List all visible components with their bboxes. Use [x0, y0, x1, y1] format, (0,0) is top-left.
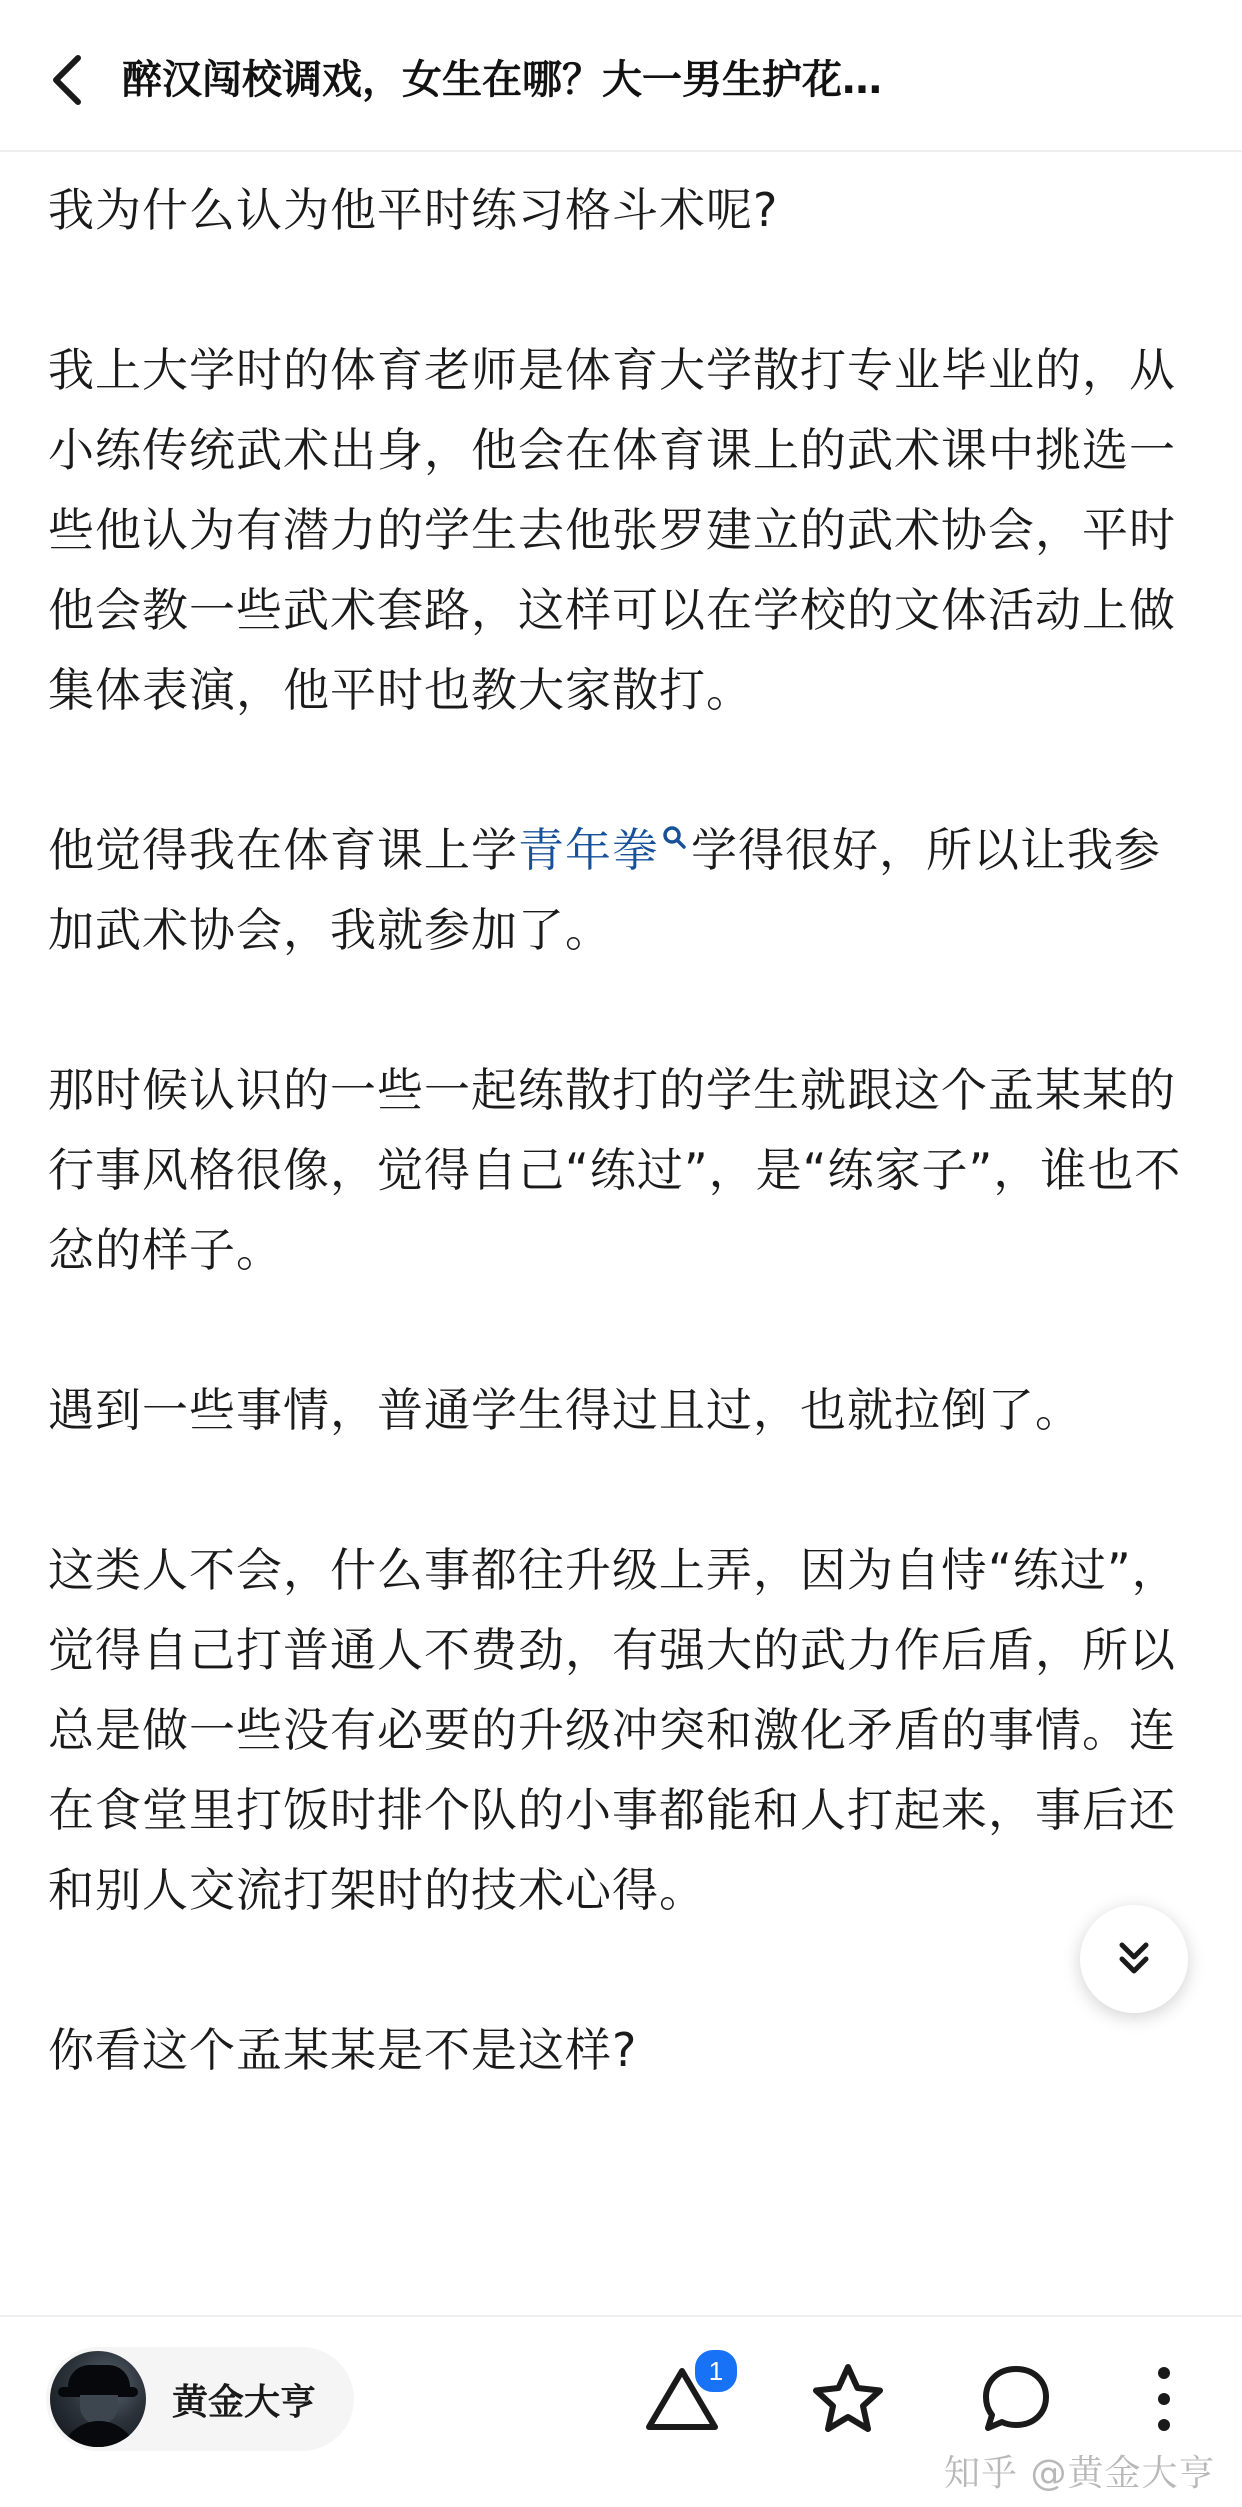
scroll-down-button[interactable] — [1080, 1905, 1188, 2013]
star-icon — [809, 2361, 887, 2437]
paragraph-5: 遇到一些事情，普通学生得过且过，也就拉倒了。 — [48, 1383, 1082, 1437]
more-button[interactable] — [1122, 2357, 1206, 2441]
bottom-action-bar — [0, 2315, 1242, 2507]
author-chip[interactable] — [46, 2347, 354, 2451]
search-icon[interactable] — [661, 824, 687, 850]
page-title[interactable]: 醉汉闯校调戏，女生在哪？大一男生护花… — [122, 57, 882, 103]
paragraph-6: 这类人不会，什么事都往升级上弄，因为自恃“练过”，觉得自己打普通人不费劲，有强大的武力作后盾，所以总是做一些没有必要的升级冲突和激化矛盾的事情。连在食堂里打饭时排个队的小事都能和人打起来，事后还和别人交流打架时的技术心得。 — [48, 1543, 1179, 1917]
paragraph-2: 我上大学时的体育老师是体育大学散打专业毕业的，从小练传统武术出身，他会在体育课上的武术课中挑选一些他认为有潜力的学生去他张罗建立的武术协会，平时他会教一些武术套路，这样可以在学校的文体活动上做集体表演，他平时也教大家散打。 — [48, 343, 1176, 717]
double-chevron-down-icon — [1112, 1937, 1156, 1981]
paragraph-3 — [48, 810, 1198, 970]
back-button[interactable] — [40, 45, 96, 115]
paragraph-1: 我为什么认为他平时练习格斗术呢? — [48, 183, 779, 237]
article-body — [48, 170, 1198, 2170]
paragraph-3-text-after: 学得很好，所以让我参加武术协会，我就参加了。 — [48, 823, 1161, 957]
paragraph-3-text-before: 他觉得我在体育课上学 — [48, 823, 518, 877]
keyword-link[interactable]: 青年拳 — [518, 823, 659, 877]
favorite-button[interactable] — [806, 2357, 890, 2441]
paragraph-4: 那时候认识的一些一起练散打的学生就跟这个孟某某的行事风格很像，觉得自己“练过”，是“练家子”，谁也不忿的样子。 — [48, 1063, 1182, 1277]
watermark-text: 知乎 @黄金大亨 — [944, 2453, 1216, 2494]
paragraph-7: 你看这个孟某某是不是这样? — [48, 2023, 638, 2077]
author-name: 黄金大亨 — [172, 2381, 317, 2423]
top-nav-bar — [0, 0, 1242, 152]
upvote-count-badge: 1 — [692, 2347, 740, 2395]
chevron-left-icon — [48, 50, 88, 110]
avatar[interactable] — [50, 2351, 146, 2447]
comment-button[interactable] — [974, 2357, 1058, 2441]
vertical-dots-icon — [1154, 2363, 1174, 2435]
speech-bubble-icon — [978, 2361, 1054, 2437]
avatar-body — [60, 2421, 138, 2447]
